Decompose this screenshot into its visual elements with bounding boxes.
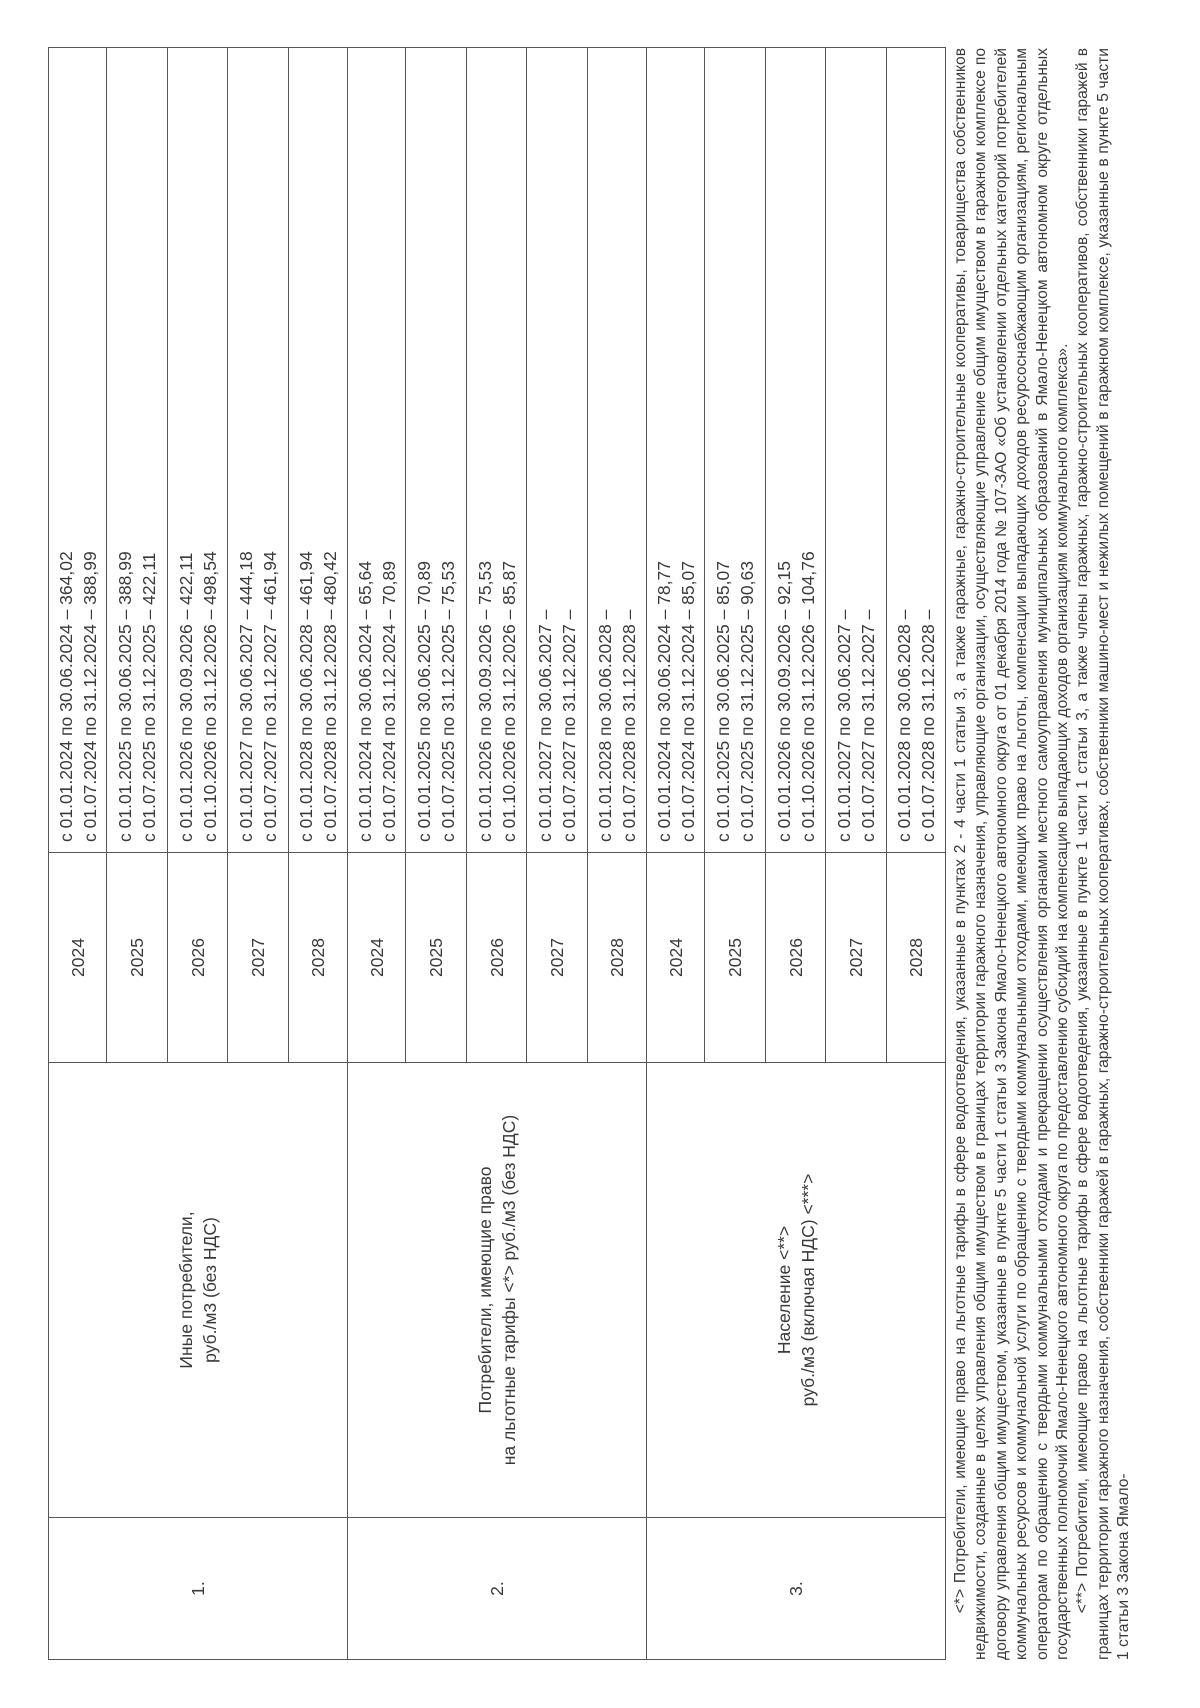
year-cell: 2024 [49,853,107,1063]
tariff-periods [887,48,946,853]
tariff-table-body [49,48,946,1660]
tariff-period-line: с 01.07.2025 по 31.12.2025 – 422,11 [139,552,159,842]
tariff-periods [826,48,887,853]
consumer-category [647,1063,946,1518]
tariff-period-line: с 01.07.2024 по 31.12.2024 – 388,99 [79,551,100,842]
year-cell: 2024 [647,853,705,1063]
year-cell: 2026 [467,853,527,1063]
tariff-period-line: с 01.07.2025 по 31.12.2025 – 90,63 [737,561,757,842]
tariff-period-line: с 01.01.2024 по 30.06.2024 – 364,02 [55,551,76,842]
tariff-periods [647,48,705,853]
year-cell: 2025 [406,853,467,1063]
tariff-period-line: с 01.01.2025 по 30.06.2025 – 388,99 [115,551,135,842]
consumer-category-line: Иные потребители, [176,1211,196,1369]
footnotes [951,48,1135,1660]
year-cell: 2028 [887,853,946,1063]
group-number: 2. [348,1518,647,1660]
tariff-period-line: с 01.01.2025 по 30.06.2025 – 85,07 [713,561,733,842]
group-number: 1. [49,1518,348,1660]
tariff-period-line: с 01.07.2024 по 31.12.2024 – 70,89 [378,561,399,842]
consumer-category-line: руб./м3 (включая НДС) <***> [798,1173,818,1407]
footnote-1: <*> Потребители, имеющие право на льготные тарифы в сфере водоотведения, указанные в пунктах 2 - 4 части 1 статьи 3, а также гаражные, гаражно-строительные кооперативы, товарищества собственников недвижимости, созданные в целях управления общим имуществом в границах территории гаражного назначения, управляющие организации, осуществляющие управление общим имуществом в гаражном комплексе по договору управления общим имуществом, указанные в пункте 5 части 1 статьи 3 Закона Ямало-Ненецкого автономного округа от 01 декабря 2014 года № 107-ЗАО «Об установлении отдельных категорий потребителей коммунальных ресурсов и коммунальной услуги по обращению с твердыми коммунальными отходами, имеющих право на льготы, компенсации выпадающих доходов ресурсоснабжающим организациям, региональным операторам по обращению с твердыми коммунальными отходами и прекращении осуществления органами местного самоуправления муниципальных образований в Ямало-Ненецком автономном округе отдельных государственных полномочий Ямало-Ненецкого автономного округа по предоставлению субсидий на компенсацию выпадающих доходов организациям коммунального комплекса». [952,48,1072,1660]
consumer-category-line: Потребители, имеющие право [475,1166,495,1414]
tariff-period-line: с 01.01.2024 по 30.06.2024 – 78,77 [653,561,674,842]
tariff-periods [228,48,289,853]
tariff-periods [348,48,406,853]
consumer-category-line: руб./м3 (без НДС) [200,1217,220,1363]
consumer-category [49,1063,348,1518]
year-cell: 2026 [168,853,228,1063]
tariff-period-line: с 01.07.2028 по 31.12.2028 – [918,609,938,842]
tariff-periods [467,48,527,853]
tariff-period-line: с 01.01.2025 по 30.06.2025 – 70,89 [414,561,434,842]
table-row [647,48,705,1660]
tariff-period-line: с 01.10.2026 по 31.12.2026 – 85,87 [498,561,519,842]
tariff-periods [107,48,168,853]
tariff-period-line: с 01.07.2027 по 31.12.2027 – [858,609,878,842]
year-cell: 2027 [826,853,887,1063]
tariff-period-line: с 01.10.2026 по 31.12.2026 – 104,76 [797,551,818,842]
tariff-periods [766,48,826,853]
table-row [49,48,107,1660]
tariff-periods [289,48,348,853]
tariff-period-line: с 01.01.2027 по 30.06.2027 – 444,18 [236,551,256,842]
tariff-period-line: с 01.07.2028 по 31.12.2028 – 480,42 [320,551,340,842]
tariff-periods [168,48,228,853]
tariff-period-line: с 01.07.2027 по 31.12.2027 – 461,94 [260,551,280,842]
tariff-period-line: с 01.01.2026 по 30.09.2026 – 92,15 [773,561,794,842]
tariff-period-line: с 01.01.2028 по 30.06.2028 – 461,94 [296,551,316,842]
tariff-period-line: с 01.07.2024 по 31.12.2024 – 85,07 [677,561,698,842]
year-cell: 2027 [228,853,289,1063]
table-row [348,48,406,1660]
tariff-periods [705,48,766,853]
year-cell: 2024 [348,853,406,1063]
tariff-period-line: с 01.01.2026 по 30.09.2026 – 422,11 [175,552,196,842]
tariff-periods [49,48,107,853]
year-cell: 2028 [588,853,647,1063]
tariff-period-line: с 01.01.2026 по 30.09.2026 – 75,53 [474,561,495,842]
year-cell: 2027 [527,853,588,1063]
year-cell: 2028 [289,853,348,1063]
tariff-periods [527,48,588,853]
tariff-period-line: с 01.01.2028 по 30.06.2028 – [595,609,615,842]
document [48,48,1135,1660]
tariff-period-line: с 01.01.2027 по 30.06.2027 – [535,609,555,842]
consumer-category [348,1063,647,1518]
consumer-category-line: на льготные тарифы <*> руб./м3 (без НДС) [499,1114,519,1466]
tariff-periods [406,48,467,853]
tariff-period-line: с 01.07.2028 по 31.12.2028 – [619,609,639,842]
tariff-period-line: с 01.07.2027 по 31.12.2027 – [559,609,579,842]
tariff-period-line: с 01.07.2025 по 31.12.2025 – 75,53 [438,561,458,842]
consumer-category-line: Население <**> [774,1225,794,1355]
year-cell: 2026 [766,853,826,1063]
tariff-period-line: с 01.10.2026 по 31.12.2026 – 498,54 [199,551,220,842]
group-number: 3. [647,1518,946,1660]
tariff-table [48,47,946,1660]
tariff-period-line: с 01.01.2024 по 30.06.2024 – 65,64 [354,561,375,842]
tariff-period-line: с 01.01.2028 по 30.06.2028 – [894,609,914,842]
tariff-period-line: с 01.01.2027 по 30.06.2027 – [834,609,854,842]
tariff-periods [588,48,647,853]
year-cell: 2025 [107,853,168,1063]
footnote-2: <**> Потребители, имеющие право на льготные тарифы в сфере водоотведения, указанные в пункте 1 части 1 статьи 3, а также члены гаражных, гаражно-строительных кооперативов, собственники гаражей в границах территории гаражного назначения, собственники гаражей в гаражных, гаражно-строительных кооперативах, собственники машино-мест и нежилых помещений в гаражном комплексе, указанные в пункте 5 части 1 статьи 3 Закона Ямало- [1074,48,1133,1660]
year-cell: 2025 [705,853,766,1063]
